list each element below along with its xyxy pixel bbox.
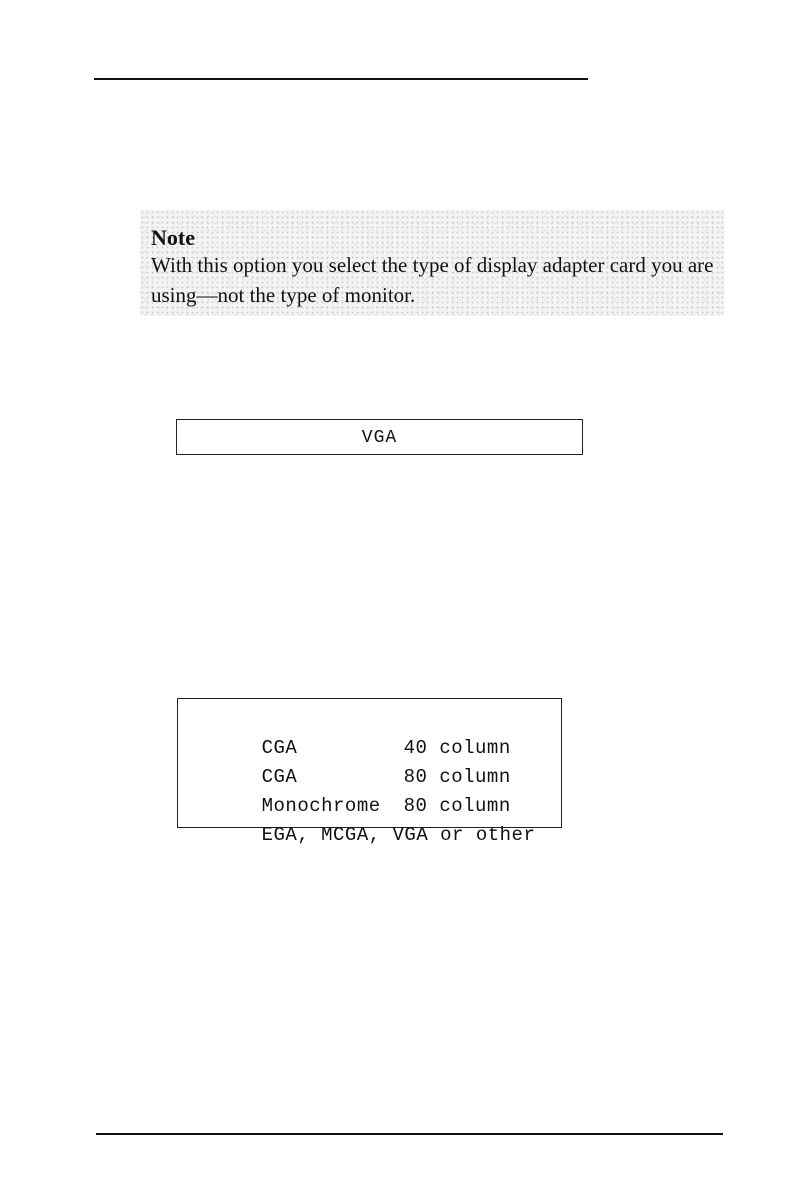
- note-title: Note: [151, 225, 195, 250]
- display-option-type: CGA: [261, 737, 298, 759]
- display-option-columns: 80 column: [403, 766, 511, 788]
- display-option-type: Monochrome: [261, 795, 381, 817]
- display-option-columns: 40 column: [403, 737, 511, 759]
- display-option-columns: 80 column: [403, 795, 511, 817]
- display-option-type: EGA, MCGA, VGA or other: [261, 824, 536, 846]
- bottom-rule: [96, 1133, 723, 1135]
- top-rule: [94, 78, 588, 80]
- current-setting-box: VGA: [176, 419, 583, 455]
- display-option-type: CGA: [261, 766, 298, 788]
- display-option-row: [214, 705, 561, 759]
- display-options-box: [177, 698, 562, 846]
- note-text: With this option you select the type of display adapter card you are using—not the type of monitor.: [151, 253, 714, 307]
